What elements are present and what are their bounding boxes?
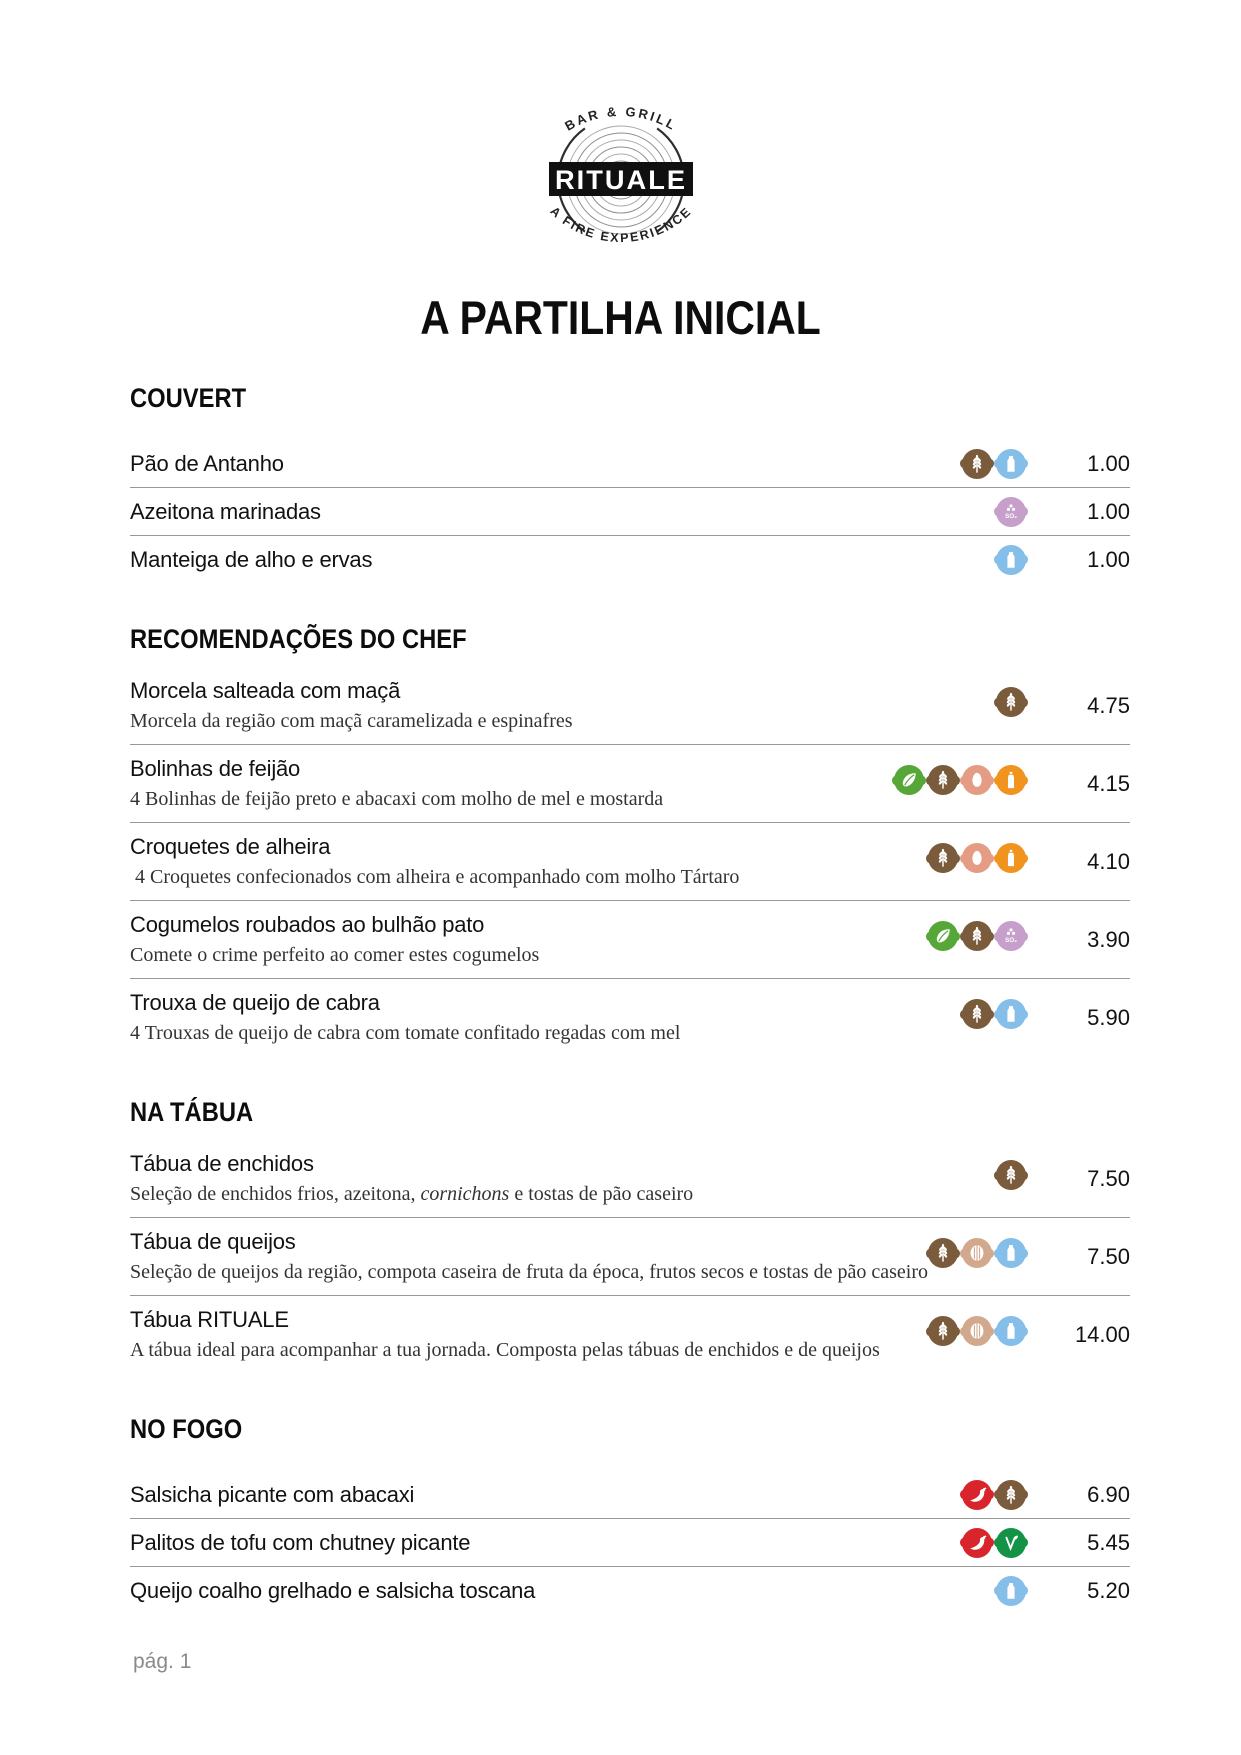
soy-icon: [928, 921, 958, 951]
item-price: 4.10: [1087, 848, 1130, 874]
allergen-icons: [962, 1480, 1026, 1510]
item-price: 5.20: [1087, 1577, 1130, 1603]
item-description: [130, 1183, 996, 1206]
allergen-icons: [894, 765, 1026, 795]
menu-item-row: [130, 1471, 1130, 1518]
section-heading: RECOMENDAÇÕES DO CHEF: [130, 624, 467, 654]
allergen-icons: [996, 1576, 1026, 1606]
milk-icon: [996, 1238, 1026, 1268]
logo-wordmark: RITUALE: [554, 165, 687, 195]
item-description: 4 Bolinhas de feijão preto e abacaxi com molho de mel e mostarda: [130, 788, 664, 810]
spicy-icon: [962, 1480, 992, 1510]
soy-icon: [894, 765, 924, 795]
item-name: Manteiga de alho e ervas: [130, 547, 373, 572]
allergen-icons: [996, 1160, 1026, 1190]
item-price: 1.00: [1087, 546, 1130, 572]
item-text: [130, 834, 928, 889]
item-price: 7.50: [1087, 1165, 1130, 1191]
item-price: 5.45: [1087, 1529, 1130, 1555]
allergen-icons: [928, 843, 1026, 873]
item-text: [130, 1151, 996, 1206]
milk-icon: [996, 999, 1026, 1029]
item-description: Morcela da região com maçã caramelizada e espinafres: [130, 710, 573, 732]
allergen-icons: [996, 497, 1026, 527]
item-name: Salsicha picante com abacaxi: [130, 1482, 415, 1507]
item-name: Tábua de queijos: [130, 1229, 296, 1254]
nuts-icon: [962, 1238, 992, 1268]
vegan-icon: [996, 1528, 1026, 1558]
section-na-tabua: [130, 1096, 1130, 1373]
allergen-icons: [962, 1528, 1026, 1558]
gluten-icon: [962, 449, 992, 479]
menu-item-row: [130, 1518, 1130, 1566]
item-price: 5.90: [1087, 1004, 1130, 1030]
item-text: [130, 678, 996, 733]
item-text: [130, 756, 894, 811]
gluten-icon: [928, 1316, 958, 1346]
item-name: Morcela salteada com maçã: [130, 678, 401, 703]
gluten-icon: [928, 765, 958, 795]
item-description: A tábua ideal para acompanhar a tua jornada. Composta pelas tábuas de enchidos e de queijos: [130, 1339, 880, 1361]
milk-icon: [996, 1576, 1026, 1606]
egg-icon: [962, 843, 992, 873]
rituale-logo: [515, 100, 727, 258]
menu-item-row: [130, 1295, 1130, 1373]
item-name: Azeitona marinadas: [130, 499, 321, 524]
allergen-icons: [996, 687, 1026, 717]
menu-item-row: [130, 440, 1130, 487]
section-heading: NA TÁBUA: [130, 1097, 254, 1127]
section-no-fogo: [130, 1413, 1130, 1614]
item-text: [130, 1307, 928, 1362]
milk-icon: [996, 545, 1026, 575]
allergen-icons: [928, 1238, 1026, 1268]
menu-item-row: [130, 900, 1130, 978]
item-name: Pão de Antanho: [130, 451, 284, 476]
gluten-icon: [996, 1480, 1026, 1510]
mustard-icon: [996, 765, 1026, 795]
item-text: [130, 912, 928, 967]
gluten-icon: [996, 687, 1026, 717]
item-price: 4.75: [1087, 692, 1130, 718]
item-name: Trouxa de queijo de cabra: [130, 990, 380, 1015]
gluten-icon: [996, 1160, 1026, 1190]
gluten-icon: [962, 921, 992, 951]
menu-item-row: [130, 744, 1130, 822]
allergen-icons: [996, 545, 1026, 575]
item-name: Tábua de enchidos: [130, 1151, 314, 1176]
item-text: [130, 990, 962, 1045]
allergen-icons: [962, 449, 1026, 479]
gluten-icon: [928, 1238, 958, 1268]
allergen-icons: [962, 999, 1026, 1029]
item-price: 1.00: [1087, 498, 1130, 524]
logo-top-arc-text: BAR & GRILL: [561, 103, 680, 134]
mustard-icon: [996, 843, 1026, 873]
section-recomendacoes: [130, 623, 1130, 1056]
item-name: Cogumelos roubados ao bulhão pato: [130, 912, 485, 937]
sulphites-icon: [996, 497, 1026, 527]
item-name: Bolinhas de feijão: [130, 756, 301, 781]
item-price: 4.15: [1087, 770, 1130, 796]
menu-item-row: [130, 822, 1130, 900]
milk-icon: [996, 1316, 1026, 1346]
item-description: Comete o crime perfeito ao comer estes cogumelos: [130, 944, 540, 966]
menu-item-row: [130, 978, 1130, 1056]
page-number: pág. 1: [133, 1650, 192, 1673]
item-description: Seleção de queijos da região, compota caseira de fruta da época, frutos secos e tostas de pão caseiro: [130, 1261, 928, 1283]
gluten-icon: [962, 999, 992, 1029]
item-name: Tábua RITUALE: [130, 1307, 289, 1332]
gluten-icon: [928, 843, 958, 873]
menu-item-row: [130, 667, 1130, 744]
item-price: 6.90: [1087, 1481, 1130, 1507]
desc-part-italic: cornichons: [420, 1183, 510, 1205]
menu-item-row: [130, 1566, 1130, 1614]
item-description: 4 Trouxas de queijo de cabra com tomate confitado regadas com mel: [130, 1022, 681, 1044]
item-price: 1.00: [1087, 450, 1130, 476]
spicy-icon: [962, 1528, 992, 1558]
allergen-icons: [928, 921, 1026, 951]
item-price: 14.00: [1074, 1321, 1130, 1347]
menu-item-row: [130, 535, 1130, 583]
milk-icon: [996, 449, 1026, 479]
allergen-icons: [928, 1316, 1026, 1346]
desc-part: Seleção de enchidos frios, azeitona,: [130, 1183, 421, 1205]
item-name: Palitos de tofu com chutney picante: [130, 1530, 471, 1555]
page-title: A PARTILHA INICIAL: [420, 291, 821, 344]
nuts-icon: [962, 1316, 992, 1346]
section-heading: COUVERT: [130, 383, 247, 413]
sulphites-icon: [996, 921, 1026, 951]
section-couvert: [130, 382, 1130, 583]
item-price: 3.90: [1087, 926, 1130, 952]
menu-item-row: [130, 1217, 1130, 1295]
egg-icon: [962, 765, 992, 795]
item-name: Croquetes de alheira: [130, 834, 331, 859]
logo-bottom-arc-text: A FIRE EXPERIENCE: [546, 203, 695, 246]
menu-content: [0, 382, 1241, 1614]
item-price: 7.50: [1087, 1243, 1130, 1269]
item-description: 4 Croquetes confecionados com alheira e acompanhado com molho Tártaro: [130, 866, 740, 888]
item-text: [130, 1229, 928, 1284]
svg-text:SO₂: SO₂: [1004, 937, 1018, 945]
desc-part: e tostas de pão caseiro: [509, 1183, 694, 1205]
menu-item-row: [130, 1140, 1130, 1217]
section-heading: NO FOGO: [130, 1414, 243, 1444]
svg-text:SO₂: SO₂: [1004, 512, 1018, 520]
item-name: Queijo coalho grelhado e salsicha toscana: [130, 1578, 536, 1603]
menu-item-row: [130, 487, 1130, 535]
